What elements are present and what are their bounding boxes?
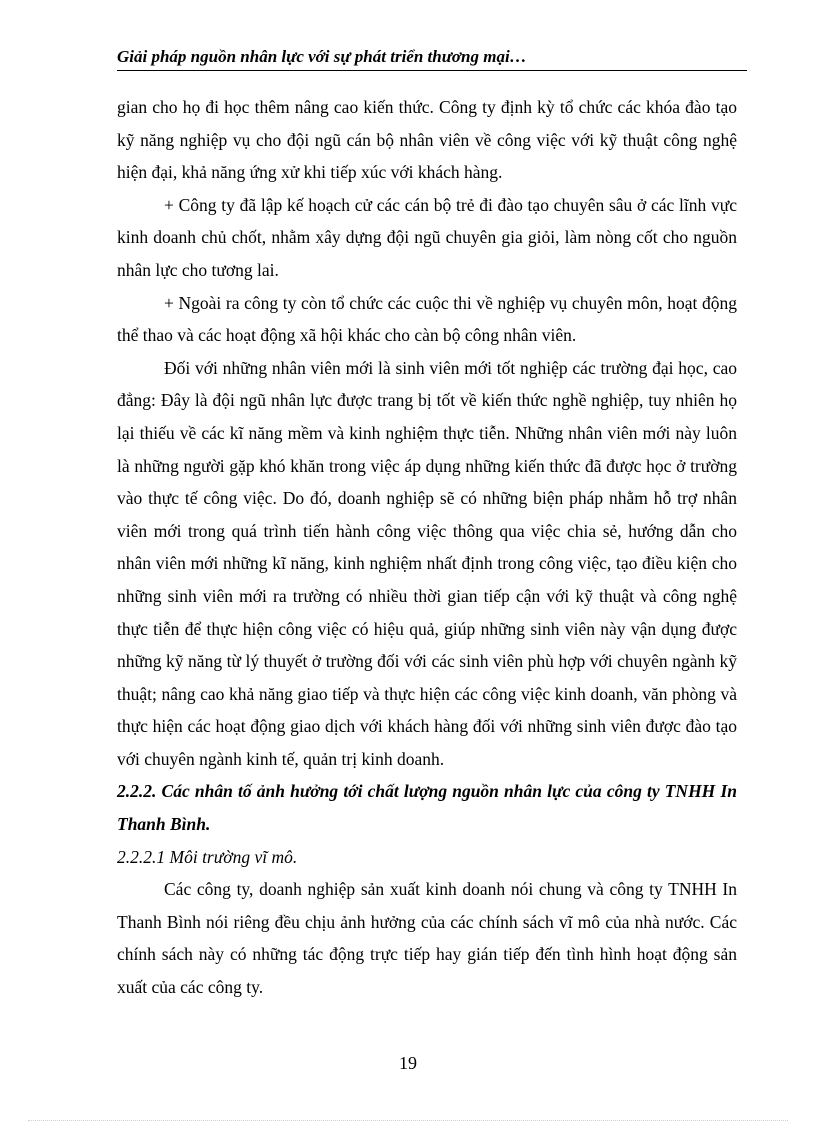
running-header: Giải pháp nguồn nhân lực với sự phát triển thương mại… [117, 47, 747, 71]
page-bottom-divider [28, 1120, 788, 1121]
paragraph-bullet-activities: + Ngoài ra công ty còn tổ chức các cuộc thi về nghiệp vụ chuyên môn, hoạt động thể thao và các hoạt động xã hội khác cho càn bộ công nhân viên. [117, 292, 737, 346]
paragraph-macro-environment: Các công ty, doanh nghiệp sản xuất kinh doanh nói chung và công ty TNHH In Thanh Bình nói riêng đều chịu ảnh hưởng của các chính sách vĩ mô của nhà nước. Các chính sách này có những tác động trực tiếp hay gián tiếp đến tình hình hoạt động sản xuất của các công ty. [117, 879, 737, 998]
page-number: 19 [399, 1053, 417, 1073]
paragraph-new-employees: Đối với những nhân viên mới là sinh viên mới tốt nghiệp các trường đại học, cao đẳng: Đây là đội ngũ nhân lực được trang bị tốt về kiến thức nghề nghiệp, tuy nhiên họ lại thiếu về các kĩ năng mềm và kinh nghiệm thực tiễn. Những nhân viên mới này luôn là những người gặp khó khăn trong việc áp dụng những kiến thức đã được học ở trường vào thực tế công việc. Do đó, doanh nghiệp sẽ có những biện pháp nhằm hỗ trợ nhân viên mới trong quá trình tiến hành công việc thông qua việc chia sẻ, hướng dẫn cho nhân viên mới những kĩ năng, kinh nghiệm nhất định trong công việc, tạo điều kiện cho những sinh viên mới ra trường có nhiều thời gian tiếp cận với kỹ thuật và công nghệ thực tiễn để thực hiện công việc có hiệu quả, giúp những sinh viên này vận dụng được những kỹ năng từ lý thuyết ở trường đối với các sinh viên phù hợp với chuyên ngành kỹ thuật; nâng cao khả năng giao tiếp và thực hiện các công việc kinh doanh, văn phòng và thực hiện các hoạt động giao dịch với khách hàng đối với những sinh viên được đào tạo với chuyên ngành kinh tế, quản trị kinh doanh. [117, 357, 737, 769]
subsection-heading: 2.2.2.1 Môi trường vĩ mô. [117, 846, 298, 867]
paragraph-bullet-training: + Công ty đã lập kế hoạch cử các cán bộ trẻ đi đào tạo chuyên sâu ở các lĩnh vực kinh doanh chủ chốt, nhằm xây dựng đội ngũ chuyên gia giỏi, làm nòng cốt cho nguồn nhân lực cho tương lai. [117, 194, 737, 280]
paragraph-continuation: gian cho họ đi học thêm nâng cao kiến thức. Công ty định kỳ tổ chức các khóa đào tạo kỹ năng nghiệp vụ cho đội ngũ cán bộ nhân viên về công việc với kỹ thuật công nghệ hiện đại, khả năng ứng xử khi tiếp xúc với khách hàng. [117, 97, 737, 183]
section-heading: 2.2.2. Các nhân tố ảnh hưởng tới chất lượng nguồn nhân lực của công ty TNHH In Thanh Bình. [117, 781, 737, 835]
document-body [117, 91, 737, 1004]
